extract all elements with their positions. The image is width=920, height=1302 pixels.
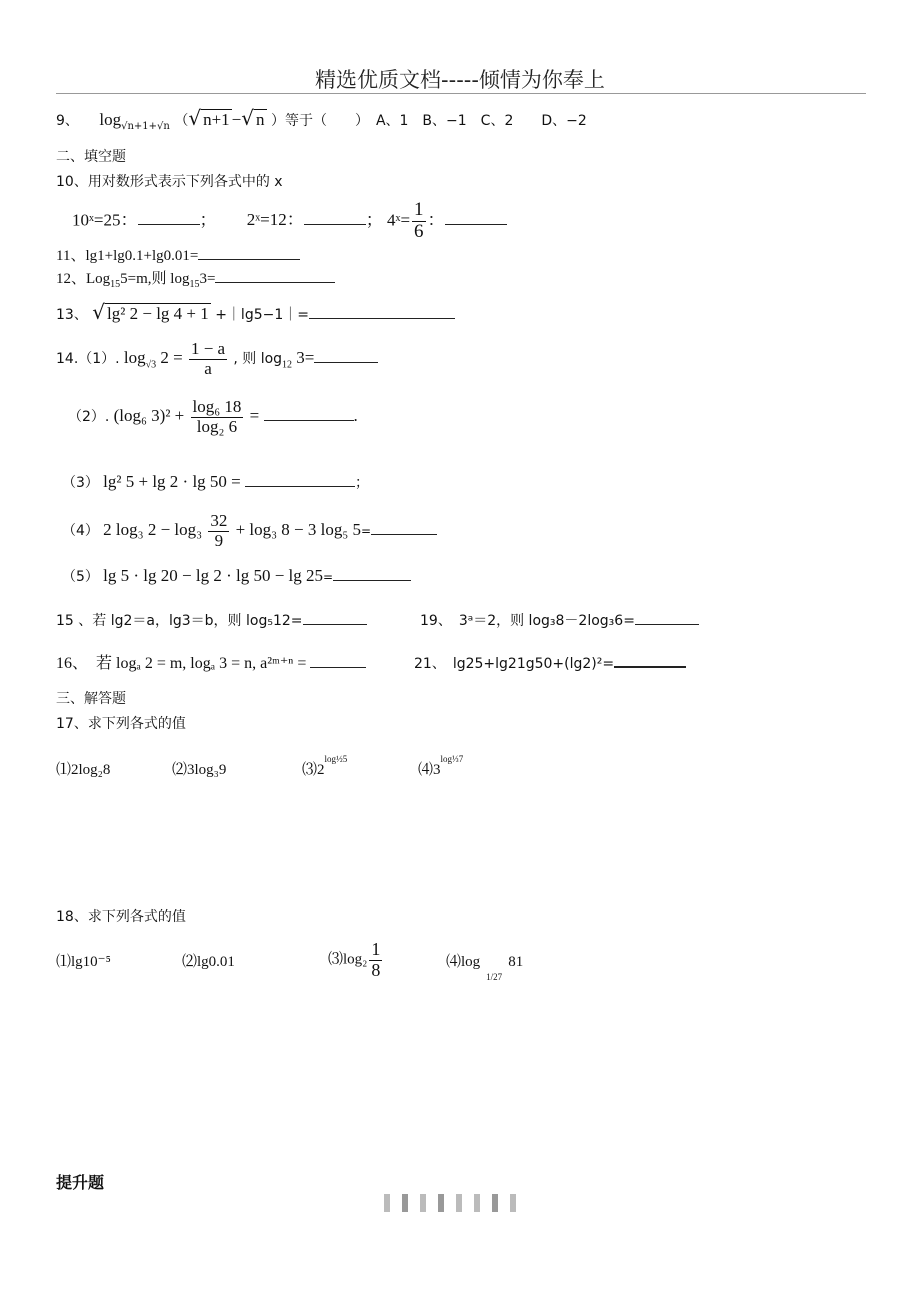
q14-4-eq: =: [361, 524, 372, 539]
question-11: [56, 244, 300, 265]
q10-a-blank: [138, 210, 200, 225]
q14-2-eq: =: [249, 406, 260, 426]
question-13: 13、 √ lg² 2 − lg 4 + 1 +｜lg5−1｜=: [56, 300, 455, 324]
q14-1-rest: 2 =: [156, 348, 183, 368]
q14-4-pre: 2 log₃ 2 − log₃: [103, 520, 203, 540]
q16-text: 16、 若 logₐ 2 = m, logₐ 3 = n, a²ᵐ⁺ⁿ =: [56, 655, 307, 672]
q14-1-tail: , 则 log: [233, 351, 283, 368]
q13-radicand: lg² 2 − lg 4 + 1: [107, 304, 209, 323]
q14-5-number: （5）: [62, 569, 99, 585]
question-9: 9、 $\log_{√n+1+√n}$ （√ n+1 −√ n ）等于（ ） A、1 B、−1 C、2 D、−2: [56, 106, 587, 132]
section-solve: 三、解答题: [56, 691, 126, 707]
question-14-1: [56, 340, 378, 378]
q15-blank: [303, 610, 367, 625]
question-12: [56, 267, 335, 290]
question-14-3: [62, 472, 369, 492]
q14-1-frac-den: a: [204, 358, 212, 378]
q9-base: √n+1+√n: [121, 120, 170, 132]
question-19: [420, 610, 699, 630]
q21-text: 21、 lg25+lg21g50+(lg2)²=: [414, 656, 615, 672]
q10-c-blank: [445, 210, 507, 225]
q10-c-colon: ：: [427, 210, 445, 230]
q13-number: 13、: [56, 307, 88, 323]
q12-sub1: 15: [110, 279, 121, 290]
q14-1-blank: [314, 348, 378, 363]
question-21: [414, 652, 686, 673]
header-divider: [56, 93, 866, 94]
q17-title: 17、求下列各式的值: [56, 716, 186, 732]
q18-title: 18、求下列各式的值: [56, 909, 186, 925]
q18-item-3-pre: ⑶log₂: [328, 951, 368, 968]
q12-post: 3=: [199, 271, 216, 287]
q13-blank: [309, 304, 455, 319]
q14-4-post: + log₃ 8 − 3 log₅ 5: [235, 520, 362, 540]
q14-1-frac-num: 1 − a: [190, 339, 226, 358]
q10-items: 10ˣ=25： ； 2ˣ=12： ； 4ˣ= $\frac{1}{6}$ ：: [72, 200, 507, 243]
q14-2-end: .: [353, 406, 358, 426]
q18-item-4-sub: 1/27: [486, 972, 503, 982]
q19-blank: [635, 610, 699, 625]
q17-item-4-exp: log⅓7: [440, 754, 464, 764]
q10-c-den: 6: [414, 220, 424, 242]
q19-text: 19、 3ᵃ＝2，则 log₃8－2log₃6=: [420, 613, 635, 629]
q14-4-number: （4）: [62, 523, 99, 540]
q14-5-blank: [333, 566, 411, 581]
question-15: [56, 610, 367, 630]
q10-title: 10、用对数形式表示下列各式中的 x: [56, 174, 283, 190]
q9-tail: ）等于（ ） A、1 B、−1 C、2 D、−2: [270, 113, 587, 129]
q14-3-end: ；: [355, 475, 370, 491]
question-16: [56, 650, 366, 673]
q18-item-3: [328, 940, 384, 981]
q10-b: 2ˣ=12：: [246, 210, 304, 230]
q14-2-blank: [264, 406, 354, 421]
q12-mid: 5=m,则 log: [120, 271, 190, 287]
q14-4-blank: [371, 520, 437, 535]
q10-c-num: 1: [414, 199, 424, 220]
q11-blank: [198, 245, 300, 260]
q12-pre: 12、Log: [56, 271, 111, 287]
q17-item-1: ⑴2log₂8: [56, 762, 111, 778]
section-advanced: 提升题: [56, 1173, 105, 1192]
q17-item-2: ⑵3log₃9: [172, 762, 227, 778]
q14-5-eq: =: [323, 570, 334, 584]
q11-text: 11、lg1+lg0.1+lg0.01=: [56, 248, 199, 264]
q14-1-log: log: [123, 348, 146, 368]
q13-tail: +｜lg5−1｜=: [215, 307, 309, 323]
q18-item-3-den: 8: [371, 959, 381, 980]
q9-sqrt1: n+1: [203, 110, 230, 129]
q14-1-post: 3=: [292, 348, 315, 368]
q14-2-frac-num: log₆ 18: [192, 397, 242, 416]
q14-2-pre: (log₆ 3)² +: [113, 406, 185, 426]
q14-3-number: （3）: [62, 475, 99, 491]
q21-blank: [614, 652, 686, 668]
q18-item-4-pre: ⑷log: [446, 954, 481, 970]
q14-3-blank: [245, 472, 355, 487]
q14-1-base: √3: [145, 359, 157, 371]
q17-item-4: [418, 754, 464, 779]
q17-item-4-base: ⑷3: [418, 762, 441, 778]
q16-blank: [310, 653, 366, 668]
q15-text: 15 、若 lg2＝a，lg3＝b，则 log₅12=: [56, 613, 303, 629]
question-14-5: [62, 566, 411, 586]
page-header-title: 精选优质文档-----倾情为你奉上: [315, 68, 605, 92]
q14-4-frac-den: 9: [214, 530, 224, 550]
q12-blank: [215, 268, 335, 283]
section-fill-in: 二、填空题: [56, 149, 126, 165]
q10-c: 4ˣ=: [387, 210, 411, 230]
q14-1-sub: 12: [282, 359, 293, 371]
q12-sub2: 15: [189, 279, 200, 290]
scan-artifact-stripes: [384, 1194, 528, 1216]
q17-item-3: [302, 754, 348, 779]
q18-item-2: ⑵lg0.01: [182, 954, 235, 970]
q14-2-number: （2）.: [68, 409, 110, 426]
question-14-4: [62, 512, 437, 550]
q18-item-3-num: 1: [371, 939, 381, 959]
q14-2-frac-den: log₂ 6: [196, 416, 238, 436]
q9-number: 9、: [56, 113, 79, 129]
question-14-2: [68, 398, 358, 436]
q14-3-expr: lg² 5 + lg 2 · lg 50 =: [103, 472, 241, 491]
q10-a: 10ˣ=25：: [72, 210, 138, 230]
q18-item-4: [446, 950, 524, 982]
q17-item-3-exp: log½5: [324, 754, 348, 764]
q18-item-4-post: 81: [508, 954, 524, 970]
q9-sqrt2: n: [256, 110, 265, 129]
q14-1-number: 14.（1）.: [56, 351, 120, 368]
q17-item-3-base: ⑶2: [302, 762, 325, 778]
q9-minus: −: [231, 110, 242, 129]
q14-4-frac-num: 32: [210, 511, 228, 530]
q9-log: log: [99, 110, 122, 129]
q10-b-blank: [304, 210, 366, 225]
q18-item-1: ⑴lg10⁻⁵: [56, 954, 111, 970]
q14-5-expr: lg 5 · lg 20 − lg 2 · lg 50 − lg 25: [103, 566, 324, 585]
